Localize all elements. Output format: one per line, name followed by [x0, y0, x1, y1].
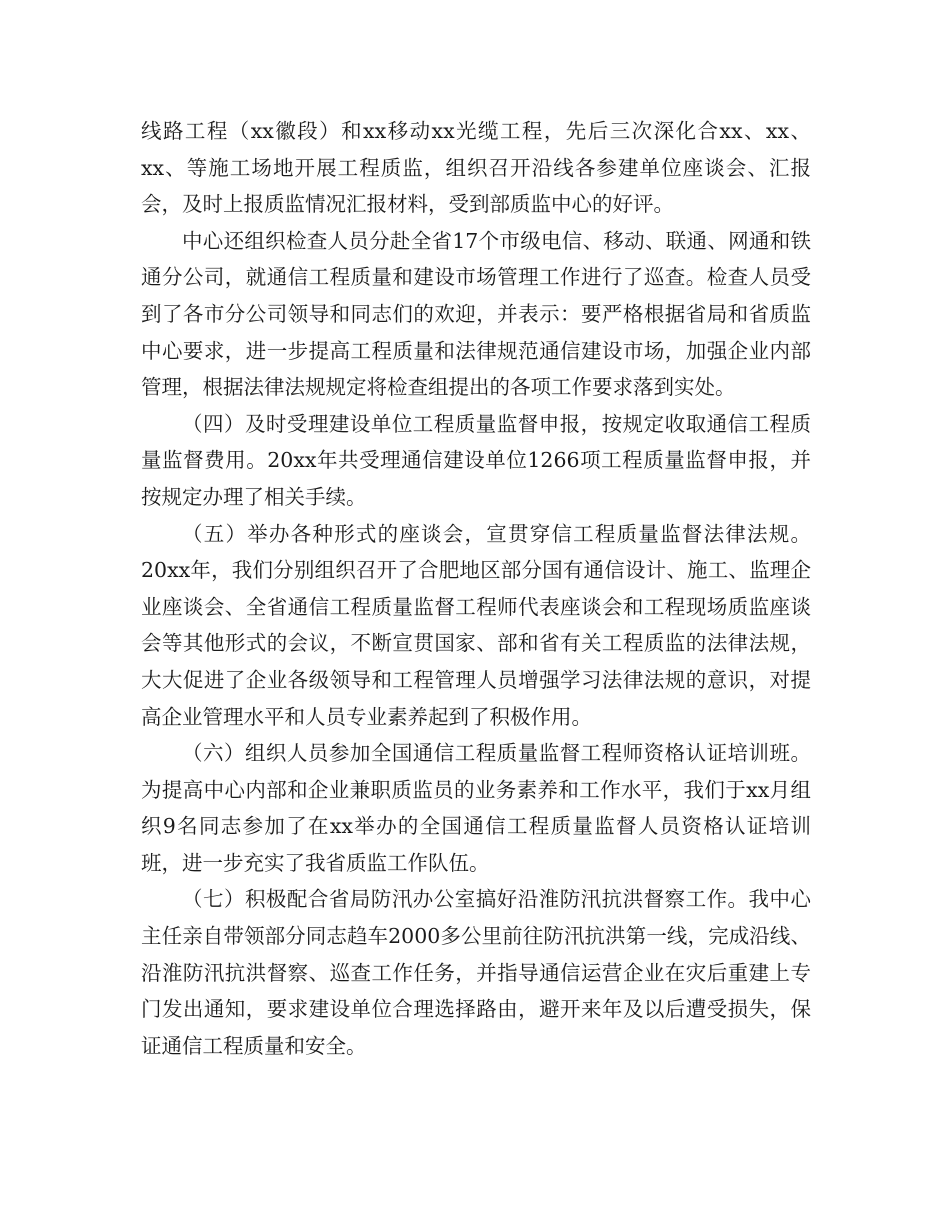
- document-body: [141, 113, 811, 1064]
- paragraph-section-6: （六）组织人员参加全国通信工程质量监督工程师资格认证培训班。为提高中心内部和企业兼职质监员的业务素养和工作水平，我们于xx月组织9名同志参加了在xx举办的全国通信工程质量监督人员资格认证培训班，进一步充实了我省质监工作队伍。: [141, 741, 811, 875]
- paragraph-section-4: （四）及时受理建设单位工程质量监督申报，按规定收取通信工程质量监督费用。20xx年共受理通信建设单位1266项工程质量监督申报，并按规定办理了相关手续。: [141, 411, 811, 509]
- paragraph-section-5: （五）举办各种形式的座谈会，宣贯穿信工程质量监督法律法规。20xx年，我们分别组织召开了合肥地区部分国有通信设计、施工、监理企业座谈会、全省通信工程质量监督工程师代表座谈会和工程现场质监座谈会等其他形式的会议，不断宣贯国家、部和省有关工程质监的法律法规，大大促进了企业各级领导和工程管理人员增强学习法律法规的意识，对提高企业管理水平和人员专业素养起到了积极作用。: [141, 521, 811, 729]
- paragraph-continued: 线路工程（xx徽段）和xx移动xx光缆工程，先后三次深化合xx、xx、xx、等施工场地开展工程质监，组织召开沿线各参建单位座谈会、汇报会，及时上报质监情况汇报材料，受到部质监中心的好评。: [141, 119, 811, 217]
- paragraph-section-7: （七）积极配合省局防汛办公室搞好沿淮防汛抗洪督察工作。我中心主任亲自带领部分同志趋车2000多公里前往防汛抗洪第一线，完成沿线、沿淮防汛抗洪督察、巡查工作任务，并指导通信运营企业在灾后重建上专门发出通知，要求建设单位合理选择路由，避开来年及以后遭受损失，保证通信工程质量和安全。: [141, 887, 811, 1058]
- paragraph-inspection-tour: 中心还组织检查人员分赴全省17个市级电信、移动、联通、网通和铁通分公司，就通信工程质量和建设市场管理工作进行了巡查。检查人员受到了各市分公司领导和同志们的欢迎，并表示：要严格根据省局和省质监中心要求，进一步提高工程质量和法律规范通信建设市场，加强企业内部管理，根据法律法规规定将检查组提出的各项工作要求落到实处。: [141, 228, 811, 400]
